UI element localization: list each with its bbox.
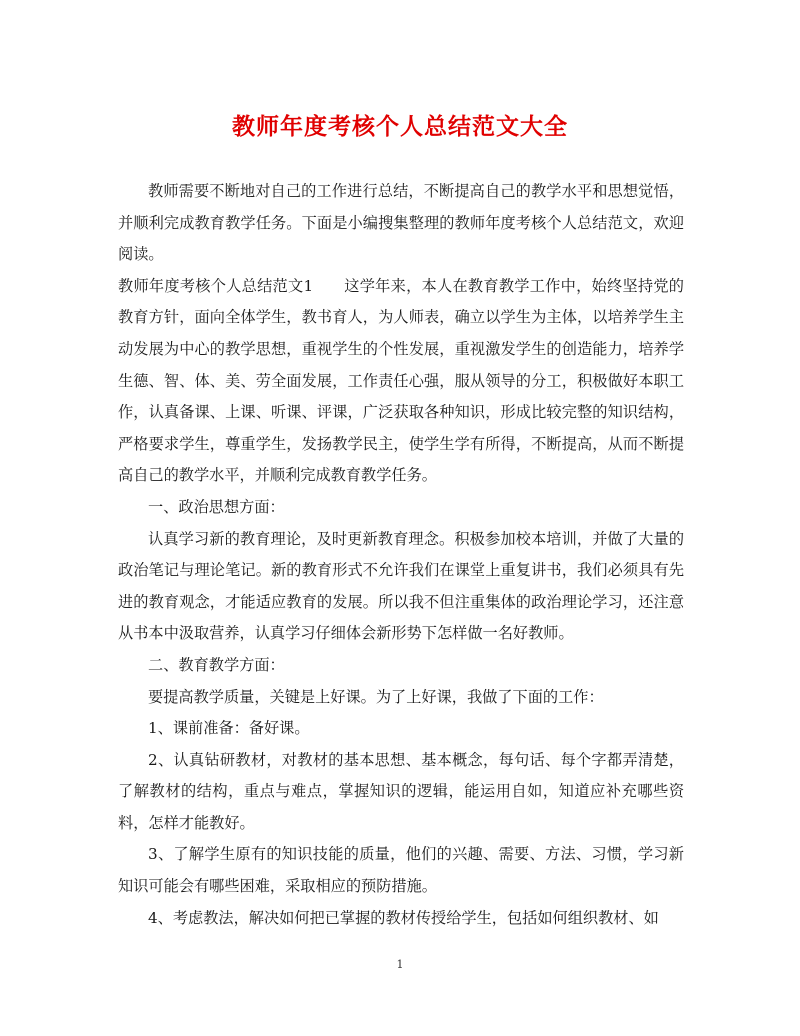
paragraph-intro: 教师需要不断地对自己的工作进行总结，不断提高自己的教学水平和思想觉悟，并顺利完成教育教学任务。下面是小编搜集整理的教师年度考核个人总结范文，欢迎阅读。 bbox=[118, 182, 684, 264]
page-number: 1 bbox=[396, 958, 404, 971]
list-item-3: 3、了解学生原有的知识技能的质量，他们的兴趣、需要、方法、习惯，学习新知识可能会有哪些困难，采取相应的预防措施。 bbox=[118, 845, 684, 896]
list-item-2: 2、认真钻研教材，对教材的基本思想、基本概念，每句话、每个字都弄清楚，了解教材的结构，重点与难点，掌握知识的逻辑，能运用自如，知道应补充哪些资料，怎样才能教好。 bbox=[118, 750, 684, 832]
section-heading-teaching: 二、教育教学方面： bbox=[148, 655, 285, 674]
paragraph-teaching-intro: 要提高教学质量，关键是上好课。为了上好课，我做了下面的工作： bbox=[148, 687, 604, 706]
paragraph-political: 认真学习新的教育理论，及时更新教育理念。积极参加校本培训，并做了大量的政治笔记与理论笔记。新的教育形式不允许我们在课堂上重复讲书，我们必须具有先进的教育观念，才能适应教育的发展。所以我不但注重集体的政治理论学习，还注意从书本中汲取营养，认真学习仔细体会新形势下怎样做一名好教师。 bbox=[118, 529, 684, 643]
document-title: 教师年度考核个人总结范文大全 bbox=[232, 113, 568, 140]
document-body bbox=[118, 176, 684, 934]
paragraph-essay-1: 教师年度考核个人总结范文1 这学年来，本人在教育教学工作中，始终坚持党的教育方针，面向全体学生，教书育人，为人师表，确立以学生为主体，以培养学生主动发展为中心的教学思想，重视学生的个性发展，重视激发学生的创造能力，培养学生德、智、体、美、劳全面发展，工作责任心强，服从领导的分工，积极做好本职工作，认真备课、上课、听课、评课，广泛获取各种知识，形成比较完整的知识结构，严格要求学生，尊重学生，发扬教学民主，使学生学有所得，不断提高，从而不断提高自己的教学水平，并顺利完成教育教学任务。 bbox=[118, 276, 684, 485]
section-heading-political: 一、政治思想方面： bbox=[148, 497, 285, 516]
list-item-1: 1、课前准备：备好课。 bbox=[148, 719, 310, 738]
list-item-4: 4、考虑教法，解决如何把已掌握的教材传授给学生，包括如何组织教材、如 bbox=[148, 908, 659, 927]
